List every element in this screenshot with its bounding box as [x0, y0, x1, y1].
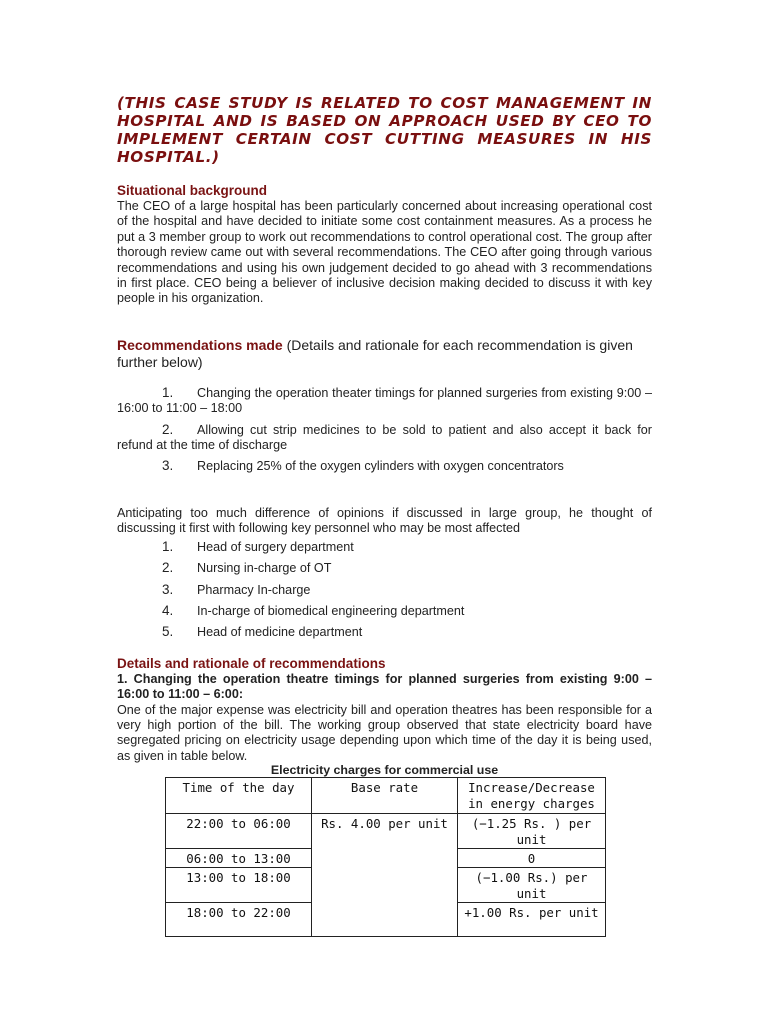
- intro-note: (THIS CASE STUDY IS RELATED TO COST MANAGEMENT IN HOSPITAL AND IS BASED ON APPROACH USED BY CEO TO IMPLEMENT CERTAIN COST CUTTING MEASURES IN HIS HOSPITAL.): [117, 94, 652, 166]
- list-item: 3. Pharmacy In-charge: [162, 581, 311, 597]
- time-cell: 22:00 to 06:00: [166, 814, 312, 849]
- personnel-intro: Anticipating too much difference of opinions if discussed in large group, he thought of discussing it first with following key personnel who may be most affected: [117, 505, 652, 536]
- time-cell: 06:00 to 13:00: [166, 849, 312, 868]
- list-item: 1. Changing the operation theater timings for planned surgeries from existing 9:00 – 16:00 to 11:00 – 18:00: [117, 384, 652, 416]
- time-cell: 13:00 to 18:00: [166, 868, 312, 903]
- table-row: [166, 814, 606, 849]
- situational-heading: Situational background: [117, 183, 268, 198]
- change-cell: 0: [458, 849, 606, 868]
- time-cell: 18:00 to 22:00: [166, 903, 312, 937]
- table-header-row: [166, 778, 606, 814]
- change-cell: (−1.25 Rs. ) per unit: [458, 814, 606, 849]
- details-heading: Details and rationale of recommendations: [117, 655, 386, 671]
- column-header: Time of the day: [166, 778, 312, 814]
- column-header: Increase/Decrease in energy charges: [458, 778, 606, 814]
- details-subheading: 1. Changing the operation theatre timings for planned surgeries from existing 9:00 – 16:00 to 11:00 – 6:00:: [117, 671, 652, 702]
- electricity-rates-table: [165, 777, 606, 937]
- change-cell: (−1.00 Rs.) per unit: [458, 868, 606, 903]
- list-item: 5. Head of medicine department: [162, 624, 363, 640]
- personnel-list: [117, 539, 652, 641]
- recommendations-header: [117, 337, 652, 371]
- situational-body: The CEO of a large hospital has been particularly concerned about increasing operational cost of the hospital and have decided to initiate some cost containment measures. As a process he put a 3 member group to work out recommendations to control operational cost. The group after thorough review came out with several recommendations. The CEO after going through various recommendations and using his own judgement decided to go ahead with 3 recommendations in first place. CEO being a believer of inclusive decision making decided to discuss it with key people in his organization.: [117, 199, 652, 306]
- list-item: 4. In-charge of biomedical engineering department: [162, 602, 465, 618]
- document-page: [117, 94, 652, 777]
- table-caption: Electricity charges for commercial use: [270, 763, 499, 778]
- column-header: Base rate: [312, 778, 458, 814]
- recommendations-note: (Details and rationale for each recommendation is given further below): [117, 336, 633, 370]
- list-item: 2. Allowing cut strip medicines to be sold to patient and also accept it back for refund at the time of discharge: [117, 421, 652, 453]
- recommendations-heading: Recommendations made: [117, 336, 283, 353]
- recommendations-list: [117, 385, 652, 475]
- list-item: 2. Nursing in-charge of OT: [162, 560, 332, 576]
- list-item: 1. Head of surgery department: [162, 538, 354, 554]
- details-body: One of the major expense was electricity bill and operation theatres has been responsible for a very high portion of the bill. The working group observed that state electricity board have segregated pricing on electricity usage depending upon which time of the day it is being used, as given in table below.: [117, 702, 652, 763]
- list-item: 3. Replacing 25% of the oxygen cylinders with oxygen concentrators: [162, 458, 564, 474]
- change-cell: +1.00 Rs. per unit: [458, 903, 606, 937]
- base-rate-cell: Rs. 4.00 per unit: [312, 814, 458, 937]
